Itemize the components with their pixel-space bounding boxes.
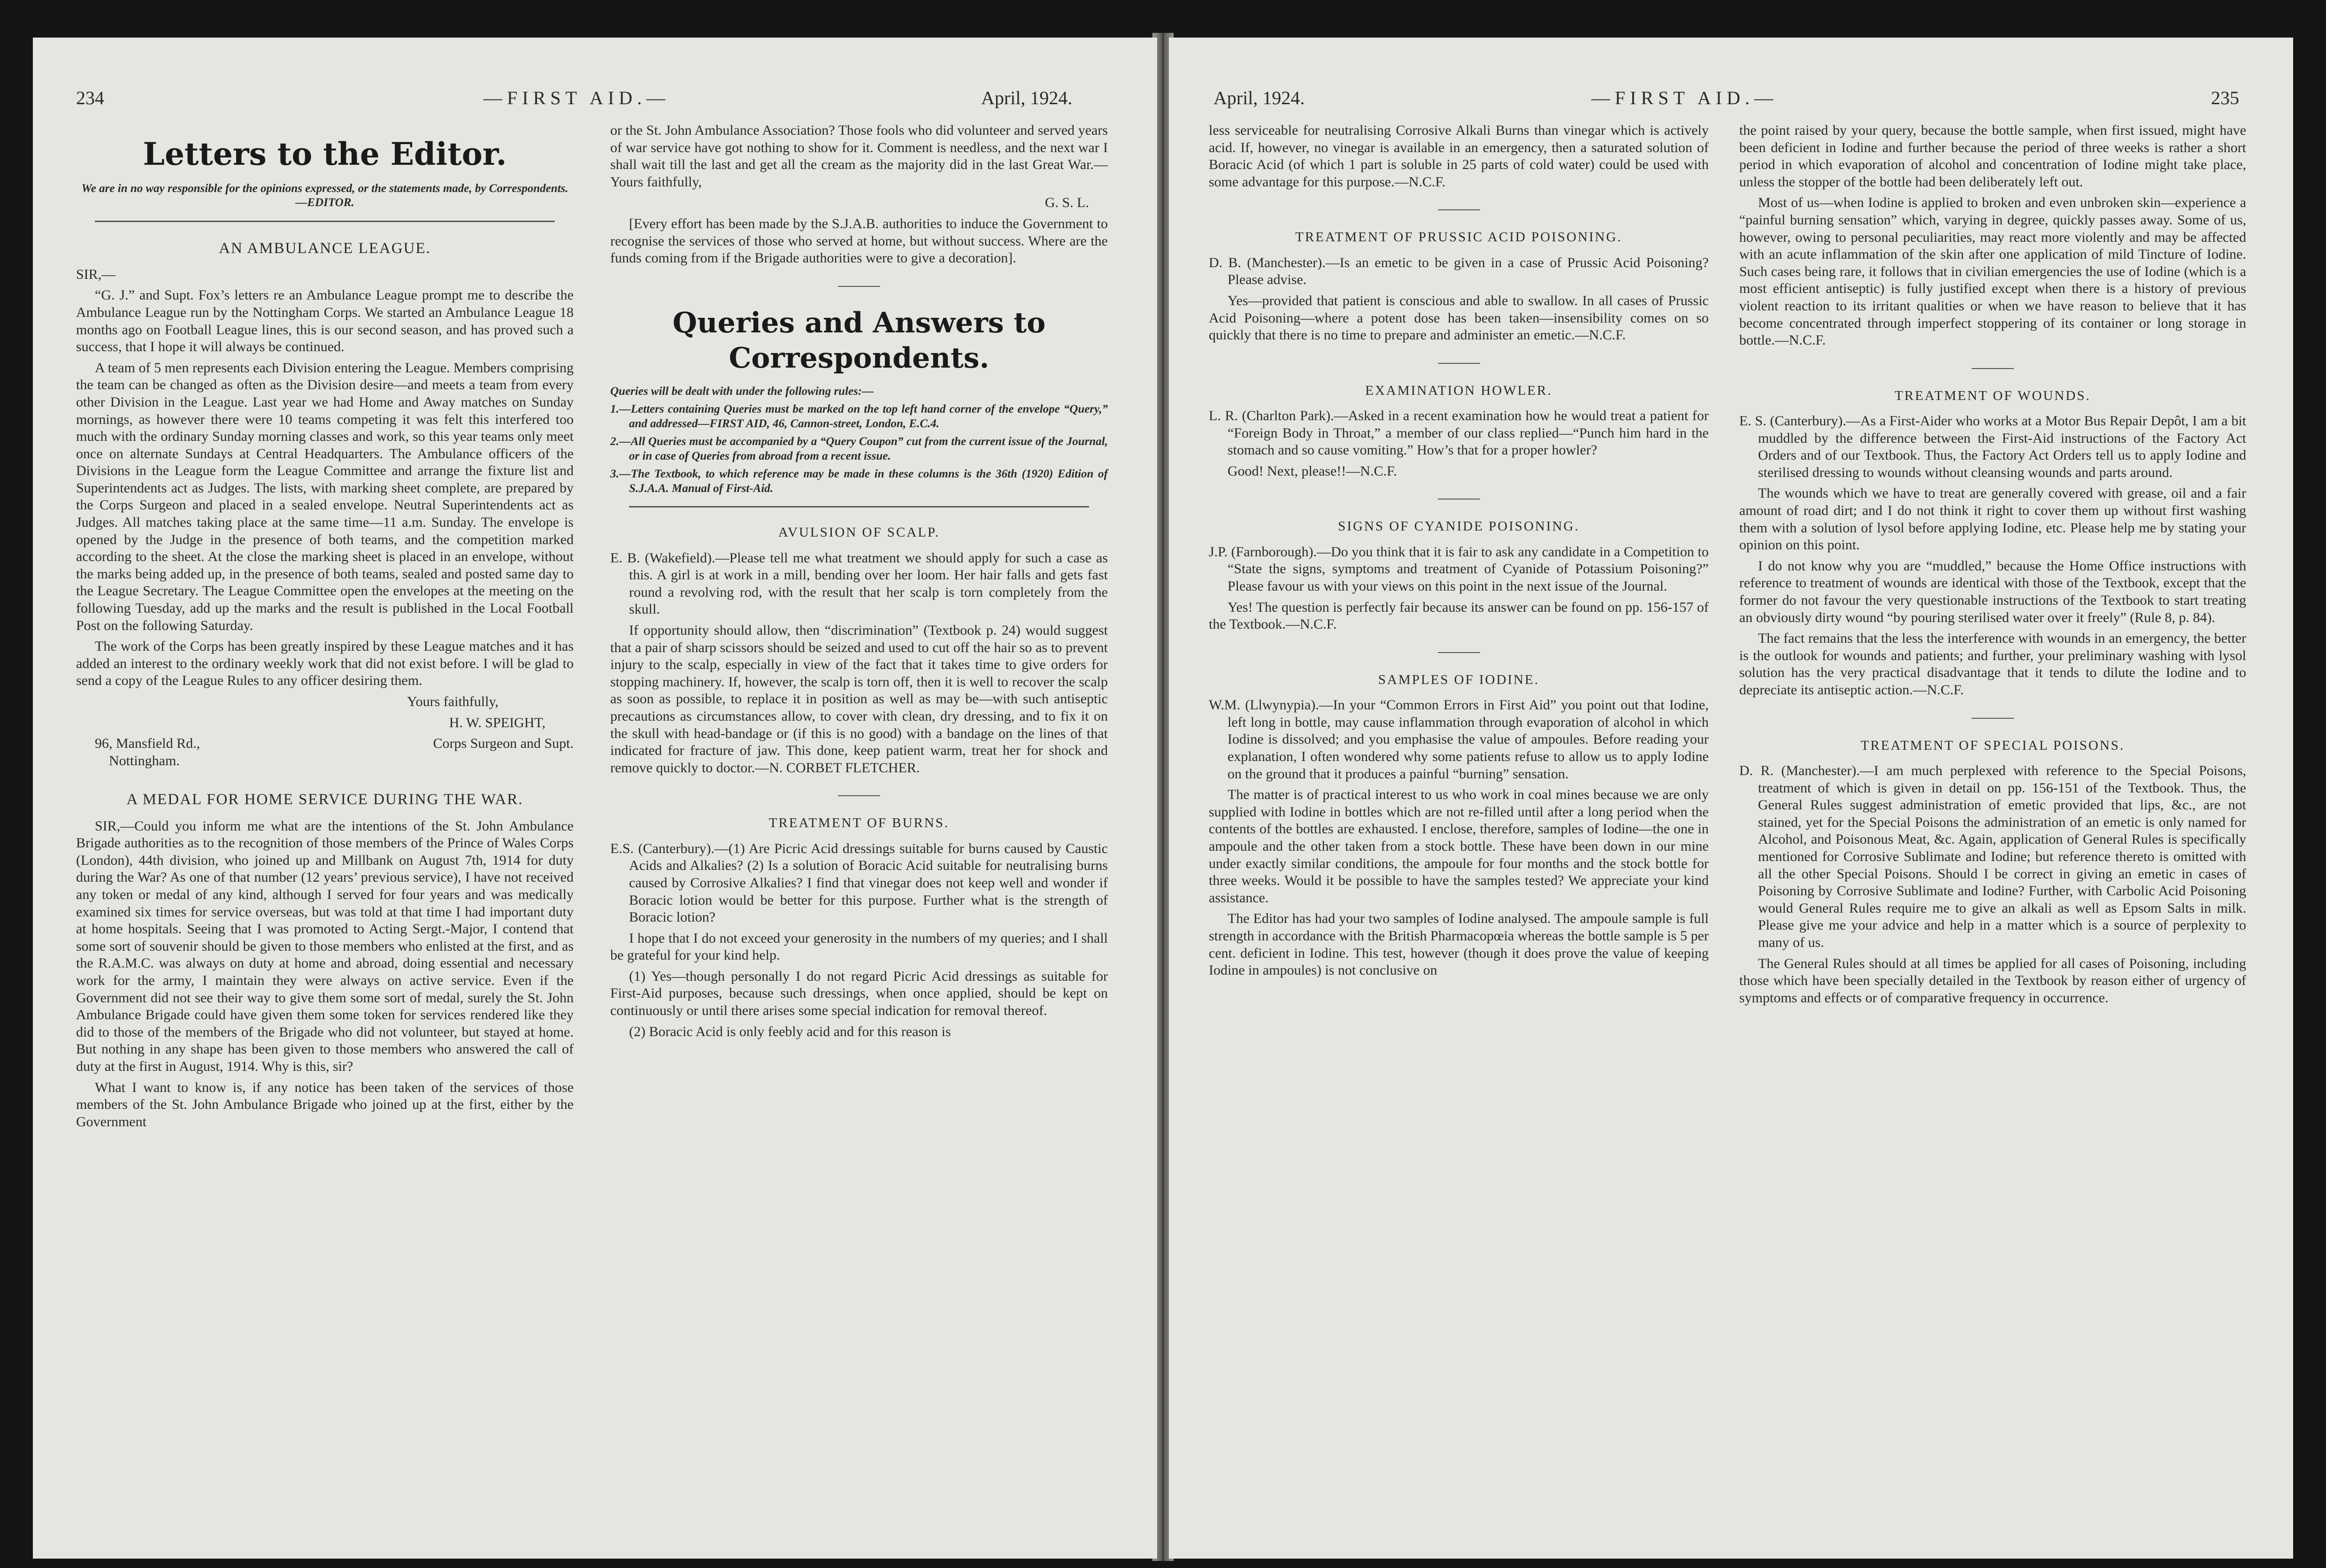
- query-text: J.P. (Farnborough).—Do you think that it is fair to ask any candidate in a Competition to “State the signs, symptoms and treatment of Cyanide of Potassium Poisoning?” Please favour us with your views on this point in the next issue of the Journal.: [1209, 544, 1709, 594]
- query-text: W.M. (Llwynypia).—In your “Common Errors in First Aid” you point out that Iodine, left long in bottle, may cause inflammation through evaporation of alcohol in which Iodine is dissolved; and you emphasise the value of ampoules. Before reading your explanation, I often wondered why some patients refuse to allow us to apply Iodine on the ground that it produces a painful “burning” sensation.: [1209, 697, 1709, 782]
- left-column-1: [76, 122, 574, 1134]
- answer-text: If opportunity should allow, then “discrimination” (Textbook p. 24) would suggest that a pair of sharp scissors should be seized and used to cut off the hair so as to prevent injury to the scalp, especially in view of the fact that it takes time to give orders for stopping machinery. If, however, the scalp is torn off, then it is well to recover the scalp as soon as possible, to replace it in position as well as may be—with such antiseptic precautions as circumstances allow, to cover with clean, dry dressing, and to fix it on the skull with head-bandage or (if this is no good) with a bandage on the lines of that indicated for fracture of jaw. This done, keep patient warm, treat her for shock and remove quickly to doctor.—N. CORBET FLETCHER.: [610, 623, 1108, 776]
- editor-note: [Every effort has been made by the S.J.A.B. authorities to induce the Government to recognise the services of those who served at home, but without success. Where are the funds coming from if the Brigade authorities were to give a decoration].: [610, 215, 1108, 266]
- answer-text: Yes—provided that patient is conscious and able to swallow. In all cases of Prussic Acid Poisoning—where a potent dose has been taken—insensibility comes on so quickly that there is no time to prepare and administer an emetic.—N.C.F.: [1209, 292, 1709, 343]
- page-number: 235: [2211, 87, 2239, 108]
- answer-text: less serviceable for neutralising Corrosive Alkali Burns than vinegar which is actively acid. If, however, no vinegar is available in an emergency, then a saturated solution of Boracic Acid (of which 1 part is soluble in 25 parts of cold water) could be used with some advantage for this purpose.—N.C.F.: [1209, 123, 1709, 190]
- letter-heading: A MEDAL FOR HOME SERVICE DURING THE WAR.: [126, 791, 523, 808]
- issue-date: April, 1924.: [981, 87, 1073, 108]
- paragraph: or the St. John Ambulance Association? Those fools who did volunteer and served years of war service have got nothing to show for it. Comment is needless, and the next war I shall wait till the last and get all the cream as the majority did in the last Great War.—Yours faithfully,: [610, 123, 1108, 190]
- answer-text: I do not know why you are “muddled,” because the Home Office instructions with reference to treatment of wounds are identical with those of the Textbook, except that the former do not favour the very questionable instructions of the Textbook to start treating an obviously dirty wound “by pouring sterilised water over it freely” (Rule 8, p. 84).: [1739, 558, 2246, 625]
- divider: [1438, 652, 1480, 653]
- query-text: E.S. (Canterbury).—(1) Are Picric Acid dressings suitable for burns caused by Caustic Acids and Alkalies? (2) Is a solution of Boracic Acid suitable for neutralising burns caused by Corrosive Alkalies? I find that vinegar does not keep well and wonder if Boracic lotion would be better for this purpose. Further what is the strength of Boracic lotion?: [610, 840, 1108, 925]
- query-heading: TREATMENT OF BURNS.: [768, 815, 950, 831]
- running-title: —FIRST AID.—: [1591, 87, 1778, 108]
- left-page: [33, 38, 1157, 1559]
- paragraph: The work of the Corps has been greatly inspired by these League matches and it has added an interest to the ordinary weekly work that did not exist before. I will be glad to send a copy of the League Rules to any officer desiring them.: [76, 638, 574, 689]
- right-column-1: [1209, 122, 1709, 983]
- query-text: L. R. (Charlton Park).—Asked in a recent examination how he would treat a patient for “Foreign Body in Throat,” a member of our class replied—“Punch him hard in the stomach and so cause vomiting.” How’s that for a proper howler?: [1209, 408, 1709, 458]
- query-text: E. S. (Canterbury).—As a First-Aider who works at a Motor Bus Repair Depôt, I am a bit muddled by the difference between the First-Aid instructions of the Factory Act Orders and of our Textbook. Thus, the Factory Act Orders tell us to apply Iodine and sterilised dressing to wounds without cleansing wounds and parts around.: [1739, 413, 2246, 480]
- paragraph: “G. J.” and Supt. Fox’s letters re an Ambulance League prompt me to describe the Ambulance League run by the Nottingham Corps. We started an Ambulance League 18 months ago on Football League lines, this is our second season, and has proved such a success, that I hope it will always be continued.: [76, 287, 574, 355]
- divider: [1438, 499, 1480, 500]
- query-text: The matter is of practical interest to us who work in coal mines because we are only supplied with Iodine in bottles which are not re-filled until after a long period when the contents of the bottles are exhausted. I enclose, therefore, samples of Iodine—the one in ampoule and the other taken from a stock bottle. These have been down in our mine under exactly similar conditions, the ampoule for four months and the stock bottle for three weeks. Would it be possible to have the samples tested? We appreciate your kind assistance.: [1209, 787, 1709, 906]
- paragraph: SIR,—Could you inform me what are the intentions of the St. John Ambulance Brigade authorities as to the recognition of those members of the Prince of Wales Corps (London), 44th division, who joined up and Millbank on August 7th, 1914 for duty during the War? As one of that number (12 years’ previous service), I have not received any token or medal of any kind, although I served for four years and was medically examined six times for service overseas, but was told at that time I had important duty at home hospitals. Seeing that I was promoted to Acting Sergt.-Major, I contend that some sort of souvenir should be given to those members who enlisted at the first, and as the R.A.M.C. was always on duty at home and abroad, doing essential and necessary work for the army, I maintain they were always on active service. Even if the Government did not see their way to give them some sort of medal, surely the St. John Ambulance Brigade could have given them some token for services rendered like they did to those of the members of the Brigade who did not volunteer, but stayed at home. But nothing in any shape has been given to those members who answered the call of duty at the first in August, 1914. Why is this, sir?: [76, 818, 574, 1074]
- signature: G. S. L.: [1044, 195, 1089, 211]
- answer-text: The Editor has had your two samples of Iodine analysed. The ampoule sample is full strength in accordance with the British Pharmacopœia whereas the bottle sample is 5 per cent. deficient in Iodine. This test, however (though it does prove the value of keeping Iodine in ampoules) is not conclusive on: [1209, 911, 1709, 978]
- divider: [838, 286, 880, 287]
- rules-intro: Queries will be dealt with under the following rules:—: [610, 384, 874, 398]
- paragraph: A team of 5 men represents each Division entering the League. Members comprising the team can be changed as often as the Division desire—and meets a team from every other Division in the League. Last year we had Home and Away matches on Sunday mornings, as however there were 10 teams competing it was felt this interfered too much with the ordinary Sunday morning classes and work, so this year teams only meet once on alternate Sundays at Central Headquarters. The Ambulance officers of the Divisions in the League form the League Committee and arrange the fixture list and Superintendents act as Judges. The lists, with marking sheet complete, are prepared by the Corps Surgeon and placed in a sealed envelope. Neutral Superintendents act as Judges. All matches taking place at the same time—11 a.m. Sunday. The envelope is opened by the Judge in the presence of both teams, and the competition marked according to the sheet. At the close the marking sheet is placed in an envelope, without the marks being added up, in the presence of both teams, sealed and posted same day to the League Secretary. The League Committee open the envelopes at the meeting on the following Tuesday, add up the marks and the result is published in the Local Football Post on the following Saturday.: [76, 360, 574, 633]
- right-column-2: [1739, 122, 2246, 1010]
- paragraph: What I want to know is, if any notice has been taken of the services of those members of the St. John Ambulance Brigade who joined up at the first, either by the Government: [76, 1079, 574, 1130]
- divider: [838, 795, 880, 796]
- rule-item: 3.—The Textbook, to which reference may be made in these columns is the 36th (1920) Edition of S.J.A.A. Manual of First-Aid.: [610, 468, 1108, 495]
- right-page: [1169, 38, 2293, 1559]
- query-heading: SAMPLES OF IODINE.: [1378, 672, 1540, 687]
- query-text: I hope that I do not exceed your generosity in the numbers of my queries; and I shall be grateful for your kind help.: [610, 930, 1108, 963]
- query-heading: TREATMENT OF PRUSSIC ACID POISONING.: [1295, 230, 1622, 245]
- left-column-2: [610, 122, 1108, 1044]
- divider: [1972, 718, 2014, 719]
- divider: [1438, 209, 1480, 210]
- letter-close: Yours faithfully,: [407, 694, 499, 710]
- answer-text: (1) Yes—though personally I do not regard Picric Acid dressings as suitable for First-Aid purposes, because such dressings, when once applied, should be kept on continuously or until there arises some special indication for removal thereof.: [610, 968, 1108, 1019]
- divider: [1972, 368, 2014, 369]
- query-text: D. R. (Manchester).—I am much perplexed with reference to the Special Poisons, treatment of which is given in detail on pp. 156-151 of the Textbook. Thus, the General Rules suggest administration of emetic provided that lips, &c., are not stained, yet for the Special Poisons the administration of an emetic is only named for Alcohol, and Poisonous Meat, &c. Again, application of General Rules is specifically mentioned for Corrosive Sublimate and Iodine; but reference thereto is omitted with all the other Special Poisons. Should I be correct in giving an emetic in cases of Poisoning by Corrosive Sublimate and Iodine? Further, with Carbolic Acid Poisoning would General Rules require me to give an alkali as well as Epsom Salts in milk. Please give me your advice and help in a matter which is a source of perplexity to many of us.: [1739, 762, 2246, 950]
- query-text: D. B. (Manchester).—Is an emetic to be given in a case of Prussic Acid Poisoning? Please advise.: [1209, 254, 1709, 288]
- page-number: 234: [76, 87, 104, 108]
- answer-text: the point raised by your query, because the bottle sample, when first issued, might have been deficient in Iodine and further because the period of three weeks is rather a short period in which evaporation of alcohol and concentration of Iodine might take place, unless the stopper of the bottle had been deliberately left out.: [1739, 123, 2246, 190]
- query-heading: EXAMINATION HOWLER.: [1365, 383, 1552, 398]
- divider: [629, 506, 1089, 507]
- answer-text: Most of us—when Iodine is applied to broken and even unbroken skin—experience a “painful burning sensation” which, varying in degree, quickly passes away. Some of us, however, owing to personal peculiarities, may react more violently and may be affected with an acute inflammation of the skin after one application of mild Tincture of Iodine. Such cases being rare, it follows that in civilian emergencies the use of Iodine (which is a most efficient antiseptic) is fully justified except when there is a history of previous violent reaction to its irritant qualities or when we have reason to believe that it has become concentrated through imperfect stoppering of its container or long storage in bottle.—N.C.F.: [1739, 195, 2246, 348]
- address-line: Nottingham.: [109, 753, 180, 769]
- editor-disclaimer: We are in no way responsible for the opinions expressed, or the statements made, by Correspondents.—EDITOR.: [81, 182, 568, 209]
- query-text: E. B. (Wakefield).—Please tell me what treatment we should apply for such a case as this. A girl is at work in a mill, bending over her loom. Her hair falls and gets fast round a revolving rod, with the result that her scalp is torn completely from the skull.: [610, 550, 1108, 617]
- answer-text: (2) Boracic Acid is only feebly acid and for this reason is: [629, 1023, 951, 1039]
- running-title: —FIRST AID.—: [484, 87, 670, 108]
- query-heading: AVULSION OF SCALP.: [778, 525, 940, 540]
- query-heading: SIGNS OF CYANIDE POISONING.: [1338, 519, 1580, 534]
- answer-text: Yes! The question is perfectly fair because its answer can be found on pp. 156-157 of the Textbook.—N.C.F.: [1209, 599, 1709, 632]
- address-line: 96, Mansfield Rd.,: [95, 736, 200, 752]
- rule-item: 1.—Letters containing Queries must be marked on the top left hand corner of the envelope “Query,” and addressed—FIRST AID, 46, Cannon-street, London, E.C.4.: [610, 403, 1108, 430]
- issue-date: April, 1924.: [1213, 87, 1305, 108]
- signatory-name: H. W. SPEIGHT,: [449, 715, 545, 730]
- rule-item: 2.—All Queries must be accompanied by a “Query Coupon” cut from the current issue of the Journal, or in case of Queries from abroad from a recent issue.: [610, 435, 1108, 462]
- answer-text: The General Rules should at all times be applied for all cases of Poisoning, including those which have been specially detailed in the Textbook by reason either of urgency of symptoms and effects or of comparative frequency in occurrence.: [1739, 955, 2246, 1006]
- query-heading: TREATMENT OF WOUNDS.: [1895, 388, 2091, 403]
- divider: [1438, 363, 1480, 364]
- section-title: Queries and Answers to Correspondents.: [672, 306, 1046, 375]
- signatory-role: Corps Surgeon and Supt.: [433, 736, 574, 752]
- answer-text: Good! Next, please!!—N.C.F.: [1228, 463, 1397, 479]
- salutation: SIR,—: [76, 266, 116, 282]
- query-heading: TREATMENT OF SPECIAL POISONS.: [1860, 738, 2125, 753]
- divider: [95, 221, 555, 222]
- answer-text: The fact remains that the less the interference with wounds in an emergency, the better is the outlook for wounds and patients; and further, your preliminary washing with lysol solution has the very practical disadvantage that it tends to dilute the Iodine and to depreciate its antiseptic action.—N.C.F.: [1739, 630, 2246, 698]
- query-text: The wounds which we have to treat are generally covered with grease, oil and a fair amount of road dirt; and I do not think it right to cover them up without first washing them with a solution of lysol before applying Iodine, etc. Please help me by stating your opinion on this point.: [1739, 485, 2246, 553]
- letter-heading: AN AMBULANCE LEAGUE.: [219, 239, 431, 257]
- section-title: Letters to the Editor.: [143, 136, 507, 172]
